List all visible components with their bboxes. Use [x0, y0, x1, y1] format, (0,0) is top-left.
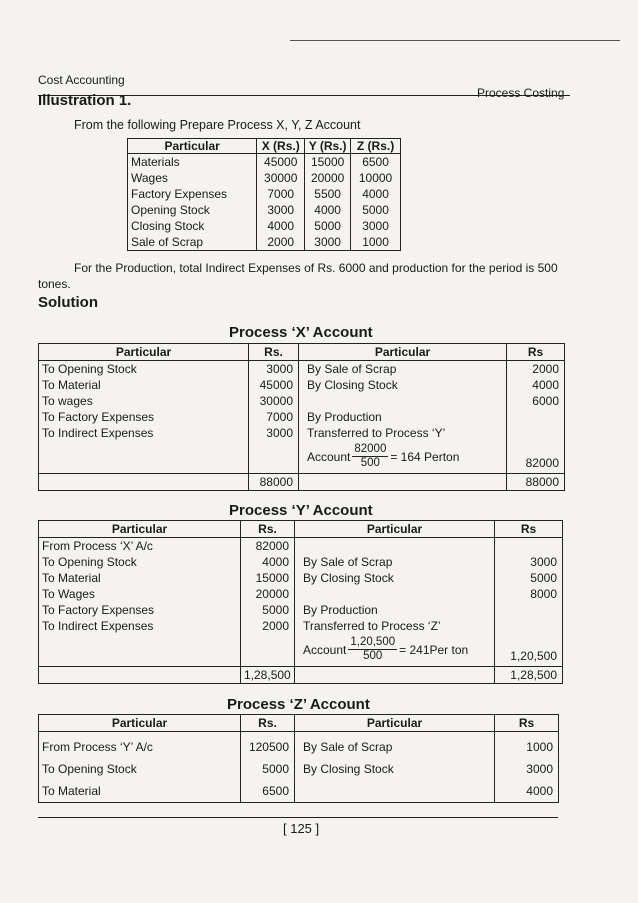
amount: 6500 [262, 784, 289, 798]
blank-cell [39, 474, 249, 491]
table-row [128, 154, 401, 171]
x-value: 30000 [257, 170, 305, 186]
header-x: X (Rs.) [257, 139, 305, 154]
list-item: To Wages [42, 587, 95, 601]
amount: 45000 [259, 378, 293, 392]
x-value: 3000 [257, 202, 305, 218]
row-label: Closing Stock [128, 218, 257, 234]
list-item: To Opening Stock [42, 762, 137, 776]
process-y-account-table [38, 520, 563, 684]
account-header-row [39, 344, 565, 361]
cost-per-unit-calc [307, 441, 503, 470]
amount: 3000 [526, 762, 553, 776]
amount: 5000 [262, 762, 289, 776]
amount: 4000 [262, 555, 289, 569]
x-value: 4000 [257, 218, 305, 234]
running-header-left: Cost Accounting [38, 73, 125, 87]
list-item: To Indirect Expenses [42, 426, 154, 440]
list-item: To Material [42, 784, 101, 798]
y-value: 4000 [305, 202, 351, 218]
solution-heading: Solution [38, 294, 98, 311]
illustration-title: Illustration 1. [38, 92, 132, 109]
list-item [303, 780, 491, 802]
process-x-title: Process ‘X’ Account [229, 324, 373, 341]
totals-row [39, 474, 565, 491]
row-label: Wages [128, 170, 257, 186]
credit-particulars [295, 538, 495, 667]
row-label: Factory Expenses [128, 186, 257, 202]
credit-amounts [495, 732, 559, 803]
debit-particulars [39, 361, 249, 474]
debit-amounts [249, 361, 299, 474]
amount: 7000 [266, 410, 293, 424]
amount: 15000 [255, 571, 289, 585]
spacer [498, 602, 557, 634]
totals-row [39, 667, 563, 684]
running-header-right: Process Costing [477, 86, 565, 100]
list-item: By Sale of Scrap [303, 740, 393, 754]
row-label: Opening Stock [128, 202, 257, 218]
given-data-table [127, 138, 401, 251]
debit-amounts [241, 538, 295, 667]
y-value: 15000 [305, 154, 351, 171]
row-label: Sale of Scrap [128, 234, 257, 251]
amount: 6000 [532, 394, 559, 408]
header-rs-credit: Rs [495, 521, 563, 538]
table-row [128, 170, 401, 186]
list-item [307, 393, 503, 409]
blank-cell [39, 667, 241, 684]
credit-particulars [299, 361, 507, 474]
cost-per-unit-calc [303, 634, 491, 663]
header-rs-debit: Rs. [241, 715, 295, 732]
list-item [303, 538, 491, 554]
amount: 3000 [266, 362, 293, 376]
amount [498, 538, 557, 554]
calc-numerator: 82000 [354, 443, 387, 455]
header-particular: Particular [128, 139, 257, 154]
z-value: 6500 [351, 154, 401, 171]
total-credit: 88000 [507, 474, 565, 491]
account-body-row [39, 732, 559, 803]
y-value: 20000 [305, 170, 351, 186]
table-row [128, 218, 401, 234]
debit-particulars [39, 538, 241, 667]
header-particular-debit: Particular [39, 344, 249, 361]
table-row [128, 186, 401, 202]
account-header-row [39, 521, 563, 538]
blank-cell [299, 474, 507, 491]
list-item: From Process ‘Y’ A/c [42, 740, 153, 754]
page-number: [ 125 ] [283, 821, 320, 836]
amount: 3000 [530, 555, 557, 569]
amount: 20000 [255, 587, 289, 601]
header-z: Z (Rs.) [351, 139, 401, 154]
calc-fraction [348, 636, 397, 663]
z-value: 5000 [351, 202, 401, 218]
list-item: To Factory Expenses [42, 410, 155, 424]
amount: 120500 [248, 740, 289, 754]
account-body-row [39, 538, 563, 667]
list-item: To Indirect Expenses [42, 619, 154, 633]
calc-numerator: 1,20,500 [350, 636, 396, 648]
list-item: By Sale of Scrap [307, 362, 397, 376]
amount: 5000 [530, 571, 557, 585]
header-particular-credit: Particular [299, 344, 507, 361]
header-particular-credit: Particular [295, 521, 495, 538]
calc-result: = 241Per ton [399, 642, 469, 657]
list-item: By Closing Stock [303, 762, 394, 776]
amount: 1000 [526, 740, 553, 754]
list-item: To Opening Stock [42, 555, 137, 569]
table-row [128, 202, 401, 218]
calc-result: = 164 Perton [390, 449, 460, 464]
amount: 2000 [262, 619, 289, 633]
amount: 3000 [266, 426, 293, 440]
calc-label: Account [303, 642, 347, 657]
footer-rule [38, 817, 558, 818]
list-item: To Material [42, 571, 101, 585]
credit-amounts [507, 361, 565, 474]
amount: 30000 [259, 394, 293, 408]
process-y-title: Process ‘Y’ Account [229, 502, 373, 519]
x-value: 2000 [257, 234, 305, 251]
x-value: 7000 [257, 186, 305, 202]
spacer [510, 409, 559, 447]
amount: 82000 [255, 539, 289, 553]
credit-amounts [495, 538, 563, 667]
amount: 1,20,500 [510, 649, 557, 663]
process-x-account-table [38, 343, 565, 491]
list-item: To Material [42, 378, 101, 392]
list-item: To Factory Expenses [42, 603, 155, 617]
amount: 4000 [532, 378, 559, 392]
y-value: 5500 [305, 186, 351, 202]
amount: 5000 [262, 603, 289, 617]
table-row [128, 234, 401, 251]
calc-label: Account [307, 449, 351, 464]
header-particular-debit: Particular [39, 715, 241, 732]
header-rs-credit: Rs [495, 715, 559, 732]
y-value: 5000 [305, 218, 351, 234]
calc-denominator: 500 [360, 457, 380, 469]
amount: 2000 [532, 362, 559, 376]
account-body-row [39, 361, 565, 474]
account-header-row [39, 715, 559, 732]
list-item: By Closing Stock [307, 378, 398, 392]
header-particular-credit: Particular [295, 715, 495, 732]
top-rule [290, 40, 620, 41]
debit-amounts [241, 732, 295, 803]
z-value: 4000 [351, 186, 401, 202]
list-item: Transferred to Process ‘Y’ [307, 426, 446, 440]
total-credit: 1,28,500 [495, 667, 563, 684]
header-rs-debit: Rs. [249, 344, 299, 361]
list-item: To wages [42, 394, 93, 408]
z-value: 3000 [351, 218, 401, 234]
list-item [303, 586, 491, 602]
row-label: Materials [128, 154, 257, 171]
given-header-row [128, 139, 401, 154]
header-rs-debit: Rs. [241, 521, 295, 538]
list-item: By Production [303, 603, 378, 617]
calc-denominator: 500 [363, 650, 383, 662]
x-value: 45000 [257, 154, 305, 171]
debit-particulars [39, 732, 241, 803]
calc-fraction [352, 443, 388, 470]
y-value: 3000 [305, 234, 351, 251]
header-y: Y (Rs.) [305, 139, 351, 154]
list-item: From Process ‘X’ A/c [42, 539, 153, 553]
amount: 82000 [525, 456, 559, 470]
z-value: 10000 [351, 170, 401, 186]
credit-particulars [295, 732, 495, 803]
header-particular-debit: Particular [39, 521, 241, 538]
header-rs-credit: Rs [507, 344, 565, 361]
problem-paragraph: For the Production, total Indirect Expenses of Rs. 6000 and production for the period is 500 tones. [38, 261, 558, 291]
illustration-intro: From the following Prepare Process X, Y, Z Account [74, 118, 361, 132]
amount: 8000 [530, 587, 557, 601]
total-debit: 88000 [249, 474, 299, 491]
list-item: By Sale of Scrap [303, 555, 393, 569]
process-z-account-table [38, 714, 559, 803]
amount: 4000 [526, 784, 553, 798]
blank-cell [295, 667, 495, 684]
list-item: Transferred to Process ‘Z’ [303, 619, 441, 633]
z-value: 1000 [351, 234, 401, 251]
list-item: By Closing Stock [303, 571, 394, 585]
list-item: To Opening Stock [42, 362, 137, 376]
list-item: By Production [307, 410, 382, 424]
total-debit: 1,28,500 [241, 667, 295, 684]
process-z-title: Process ‘Z’ Account [227, 696, 370, 713]
